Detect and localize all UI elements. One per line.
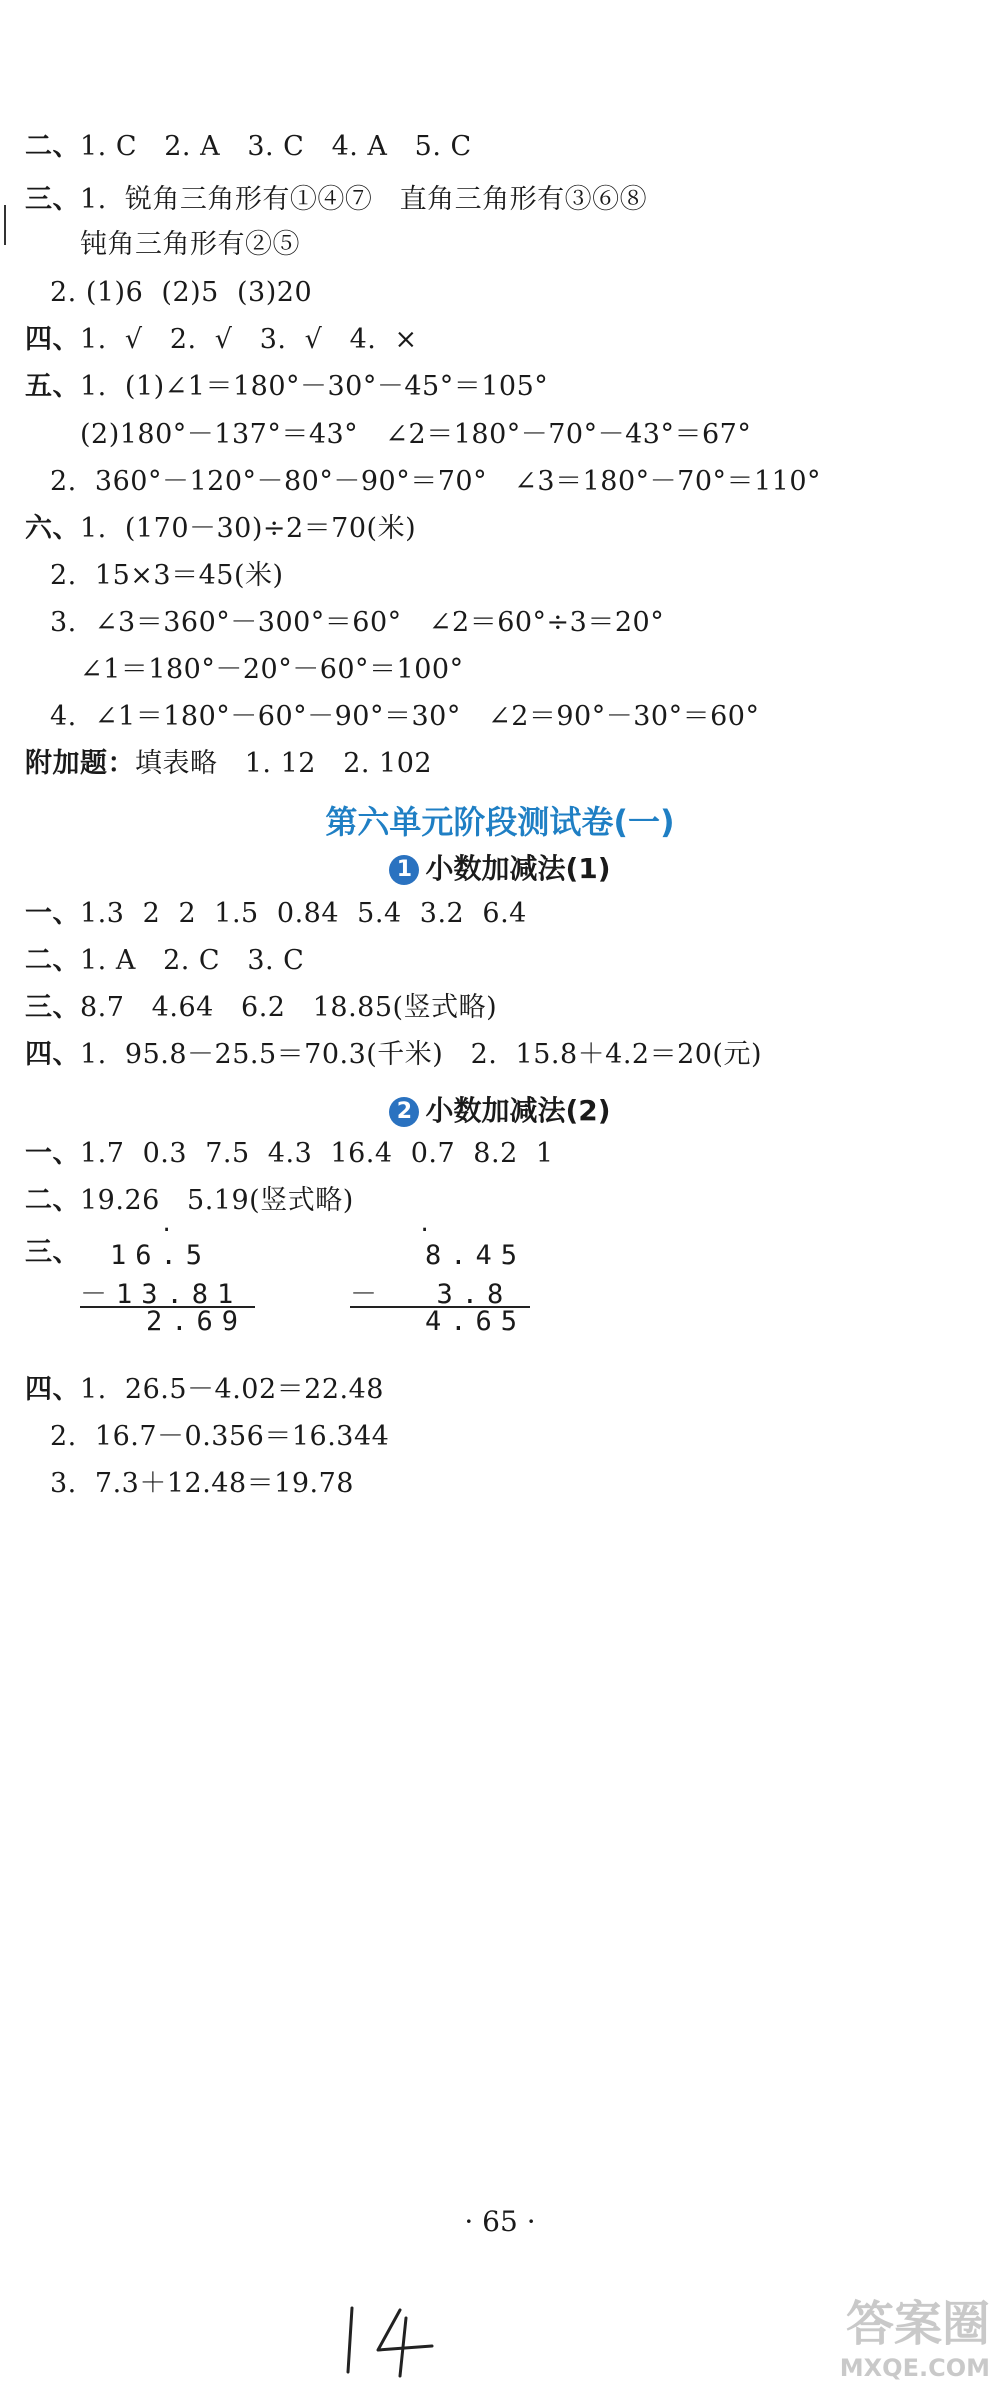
answer-line-3-1b: 钝角三角形有②⑤ (80, 229, 300, 260)
answer-line-3-2: 2. (1)6 (2)5 (3)20 (50, 277, 313, 308)
s1-line-3: 三、8.7 4.64 6.2 18.85(竖式略) (25, 992, 498, 1023)
handwritten-note (340, 2300, 450, 2380)
s2-line-4-2: 2. 16.7－0.356＝16.344 (50, 1421, 390, 1452)
section-1-title: 小数加减法(1) (425, 852, 611, 885)
section-2-title: 小数加减法(2) (425, 1094, 611, 1127)
answer-line-4: 四、1. √ 2. √ 3. √ 4. × (25, 324, 418, 355)
answer-line-6-4: 4. ∠1＝180°－60°－90°＝30° ∠2＝90°－30°＝60° (50, 701, 760, 732)
answer-line-6-2: 2. 15×3＝45(米) (50, 560, 284, 591)
section-2-heading (0, 1089, 1000, 1129)
scan-edge-mark (4, 205, 6, 245)
vertical-calc-1 (80, 1218, 280, 1337)
vertical-2-result: 4.65 (425, 1306, 527, 1337)
answer-line-6-3b: ∠1＝180°－20°－60°＝100° (80, 654, 464, 685)
vertical-2-top: 8.45 (425, 1240, 527, 1271)
answer-line-6-1: 六、1. (170－30)÷2＝70(米) (25, 513, 417, 544)
section-1-badge: 1 (389, 855, 419, 885)
vertical-1-top: 16.5 (110, 1240, 212, 1271)
vertical-2-bottom: － 3.8 (350, 1279, 513, 1310)
s2-vertical-label: 三、 (25, 1237, 80, 1268)
vertical-1-result: 2.69 (146, 1306, 248, 1337)
watermark-url: MXQE.COM (839, 2354, 990, 2382)
carry-dot: · (418, 1218, 432, 1243)
watermark-logo-text: 答案圈 (845, 2296, 990, 2352)
section-2-badge: 2 (389, 1097, 419, 1127)
s2-line-4-3: 3. 7.3＋12.48＝19.78 (50, 1468, 354, 1499)
s1-line-2: 二、1. A 2. C 3. C (25, 945, 305, 976)
answer-line-6-3: 3. ∠3＝360°－300°＝60° ∠2＝60°÷3＝20° (50, 607, 665, 638)
vertical-1-bottom: －13.81 (80, 1279, 243, 1310)
section-1-heading (0, 847, 1000, 887)
s1-line-4: 四、1. 95.8－25.5＝70.3(千米) 2. 15.8＋4.2＝20(元) (25, 1039, 762, 1070)
watermark (840, 2285, 990, 2382)
answer-line-3-1: 三、1. 锐角三角形有①④⑦ 直角三角形有③⑥⑧ (25, 184, 648, 215)
unit-title: 第六单元阶段测试卷(一) (325, 803, 675, 841)
vertical-calc-2 (350, 1218, 570, 1337)
s2-line-2: 二、19.26 5.19(竖式略) (25, 1185, 354, 1216)
answer-line-5-2: 2. 360°－120°－80°－90°＝70° ∠3＝180°－70°＝110° (50, 466, 822, 497)
answer-line-2: 二、1. C 2. A 3. C 4. A 5. C (25, 131, 472, 162)
s2-line-1: 一、1.7 0.3 7.5 4.3 16.4 0.7 8.2 1 (25, 1138, 554, 1169)
carry-dot: · (160, 1218, 174, 1243)
answer-line-5-1: 五、1. (1)∠1＝180°－30°－45°＝105° (25, 371, 549, 402)
page-number: · 65 · (464, 2205, 536, 2238)
answer-line-5-1b: (2)180°－137°＝43° ∠2＝180°－70°－43°＝67° (80, 419, 752, 450)
s1-line-1: 一、1.3 2 2 1.5 0.84 5.4 3.2 6.4 (25, 898, 527, 929)
answer-line-bonus: 附加题：填表略 1. 12 2. 102 (25, 748, 433, 779)
s2-line-4-1: 四、1. 26.5－4.02＝22.48 (25, 1374, 384, 1405)
